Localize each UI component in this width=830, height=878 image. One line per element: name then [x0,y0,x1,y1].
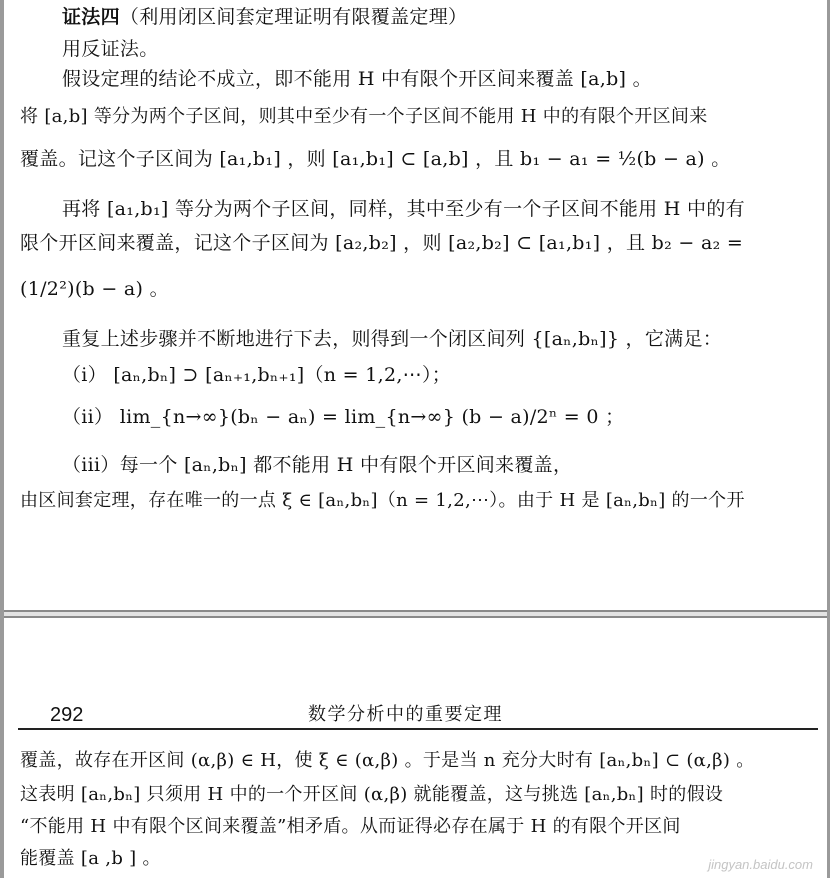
text-line: “不能用 H 中有限个区间来覆盖”相矛盾。从而证得必存在属于 H 的有限个开区间 [20,816,681,837]
proof-heading-note: （利用闭区间套定理证明有限覆盖定理） [119,6,468,28]
proof-heading: 证法四 [62,6,120,28]
text-line: 假设定理的结论不成立，即不能用 H 中有限个开区间来覆盖 [a,b] 。 [62,68,652,90]
list-item: （iii）每一个 [aₙ,bₙ] 都不能用 H 中有限个开区间来覆盖， [62,454,573,476]
text-line: 用反证法。 [62,38,159,60]
list-item: （ii） lim_{n→∞}(bₙ − aₙ) = lim_{n→∞} (b − a)/2ⁿ = 0 ； [62,406,625,428]
running-title: 数学分析中的重要定理 [308,704,503,725]
list-item: （i） [aₙ,bₙ] ⊃ [aₙ₊₁,bₙ₊₁]（n = 1,2,⋯）； [62,364,452,386]
header-rule [18,728,818,730]
text-line: 覆盖，故存在开区间 (α,β) ∈ H，使 ξ ∈ (α,β) 。于是当 n 充分大时有 [aₙ,bₙ] ⊂ (α,β) 。 [20,750,755,771]
page-bottom [4,618,827,878]
page-top [4,0,827,610]
text-line: 由区间套定理，存在唯一的一点 ξ ∈ [aₙ,bₙ]（n = 1,2,⋯）。由于 H 是 [aₙ,bₙ] 的一个开 [20,490,745,511]
watermark: jingyan.baidu.com [708,857,813,872]
page-gap [4,610,827,618]
text-line: 这表明 [aₙ,bₙ] 只须用 H 中的一个开区间 (α,β) 就能覆盖，这与挑选 [aₙ,bₙ] 时的假设 [20,784,724,805]
text-line: 限个开区间来覆盖，记这个子区间为 [a₂,b₂] ，则 [a₂,b₂] ⊂ [a₁,b₁] ，且 b₂ − a₂ = [20,232,744,254]
text-line: 能覆盖 [a ,b ] 。 [20,848,161,869]
text-line: 将 [a,b] 等分为两个子区间，则其中至少有一个子区间不能用 H 中的有限个开区间来 [20,106,708,127]
text-line: 再将 [a₁,b₁] 等分为两个子区间，同样，其中至少有一个子区间不能用 H 中的有 [62,198,745,220]
text-line: 重复上述步骤并不断地进行下去，则得到一个闭区间列 {[aₙ,bₙ]} ，它满足： [62,328,723,350]
proof-heading-line [62,4,467,30]
text-line: (1/2²)(b − a) 。 [20,278,169,300]
text-line: 覆盖。记这个子区间为 [a₁,b₁] ，则 [a₁,b₁] ⊂ [a,b] ，且 b₁ − a₁ = ½(b − a) 。 [20,148,731,170]
page-number: 292 [50,704,84,726]
